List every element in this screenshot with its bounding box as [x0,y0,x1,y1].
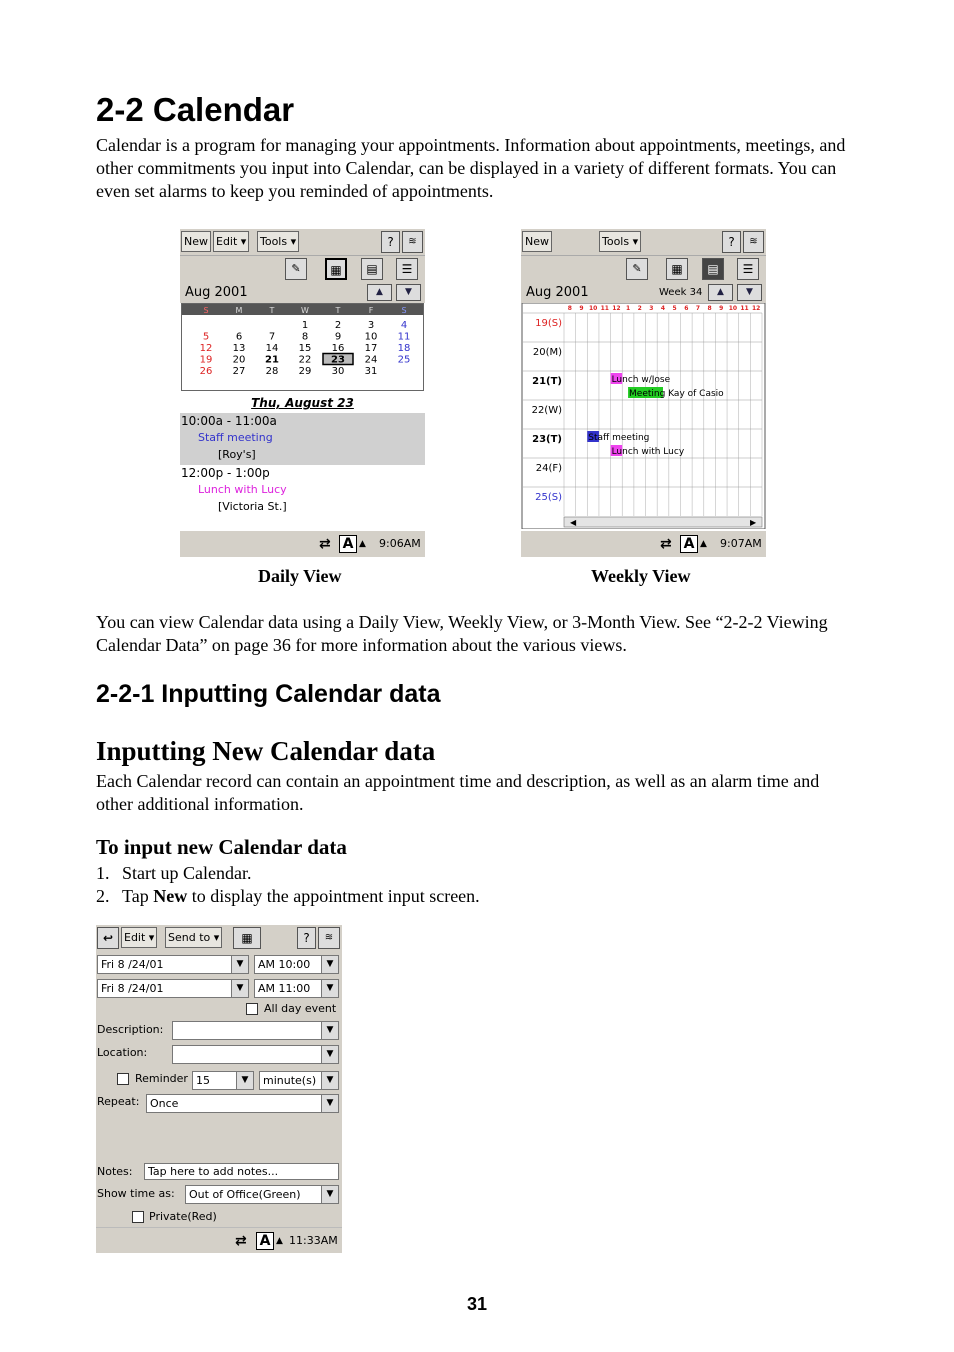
appointment-time: 10:00a - 11:00a [181,414,277,428]
hour-label: 11 [600,305,609,312]
day-label[interactable]: 21(T) [532,376,562,387]
chevron-down-icon: ▼ [321,1072,338,1089]
week-number: Week 34 [659,287,703,298]
hour-label: 11 [740,305,749,312]
daily-status-bar [180,531,425,557]
appointment-item[interactable] [180,465,425,517]
weekday-label: F [368,306,374,315]
chevron-down-icon: ▼ [321,1186,338,1203]
step-2-number: 2. [96,886,110,906]
start-date-value: Fri 8 /24/01 [101,958,164,971]
appointment-subject: Staff meeting [198,431,273,444]
page-title: 2-2 Calendar [96,91,295,128]
appointment-input-screenshot [96,925,342,1253]
send-to-label: Send to [168,931,211,944]
page-number: 31 [466,1294,488,1314]
reminder-checkbox[interactable] [117,1073,129,1085]
end-time-value: AM 11:00 [258,982,311,995]
hour-label: 12 [751,305,761,312]
appointment-time: 12:00p - 1:00p [181,466,270,480]
weekday-label: T [269,306,275,315]
show-time-select[interactable] [185,1185,339,1204]
step-1-number: 1. [96,863,110,883]
step-2-text-end: to display the appointment input screen. [187,886,480,906]
step-2-new-keyword: New [153,886,188,906]
views-paragraph: You can view Calendar data using a Daily View, Weekly View, or 3-Month View. See “2-2-2 Viewing Calendar Data” on page 36 for more information about the various views. [96,612,828,655]
calendar-day[interactable]: 15 [298,343,312,354]
month-calendar [181,303,424,391]
calendar-day[interactable]: 14 [265,343,279,354]
new-appointment-icon[interactable]: ✎ [285,258,307,280]
step-1 [96,862,251,885]
calendar-day[interactable]: 29 [298,366,312,377]
month-view-icon[interactable]: ☰ [396,258,418,280]
description-label: Description: [97,1023,164,1036]
tools-menu[interactable]: Tools ▾ [257,231,299,252]
calendar-day[interactable]: 12 [199,343,213,354]
step-1-text: Start up Calendar. [122,863,252,883]
prev-week-button[interactable]: ▲ [708,284,733,301]
calendar-day[interactable]: 27 [232,366,246,377]
scroll-right-icon[interactable]: ▶ [750,518,757,527]
weekly-help-button[interactable]: ? [722,231,741,253]
edit-menu-label: Edit [216,235,238,248]
daily-month-bar [180,282,425,303]
repeat-label: Repeat: [97,1095,140,1108]
daily-view-caption: Daily View [258,566,342,586]
all-day-checkbox[interactable] [246,1003,258,1015]
reminder-unit-value: minute(s) [263,1074,317,1087]
input-font-up-icon[interactable]: ▲ [276,1236,283,1246]
calendar-day[interactable]: 16 [331,343,345,354]
daily-day-title: Thu, August 23 [251,396,354,410]
reminder-amount-value: 15 [196,1074,210,1087]
show-time-value: Out of Office(Green) [189,1188,301,1201]
calendar-day[interactable]: 3 [367,320,375,331]
mini-calendar-grid[interactable] [182,304,423,390]
calendar-day[interactable]: 28 [265,366,279,377]
daily-view-toolbar [180,255,425,282]
weekly-tools-menu[interactable]: Tools ▾ [599,231,641,252]
calendar-day[interactable]: 6 [235,331,243,343]
intro-paragraph: Calendar is a program for managing your appointments. Information about appointments, meetings, and other commitments you input into Calendar, can be displayed in a variety of different formats. You can even set alarms to keep you reminded of appointments. [96,135,846,201]
input-status-bar [96,1227,342,1253]
wireless-icon[interactable]: ≋ [402,231,423,253]
event-label: Lunch with Lucy [611,447,685,457]
notes-field[interactable]: Tap here to add notes... [144,1163,339,1180]
chevron-down-icon: ▼ [321,1095,338,1112]
weekly-font-size-button[interactable]: A [680,535,698,553]
appointment-subject: Lunch with Lucy [198,483,287,496]
input-clock: 11:33AM [289,1234,338,1247]
hour-label: 8 [707,305,712,312]
font-up-icon[interactable]: ▲ [359,539,366,549]
hour-label: 8 [567,305,572,312]
calendar-day[interactable]: 30 [331,366,345,377]
daily-view-screenshot [180,229,425,557]
description-field[interactable] [172,1021,339,1040]
event-label: Meeting Kay of Casio [629,389,724,399]
calendar-day[interactable]: 11 [397,331,411,343]
hour-label: 2 [637,305,642,312]
end-date-select[interactable] [97,979,249,998]
calendar-day[interactable]: 23 [331,354,345,366]
calendar-day[interactable]: 13 [232,343,246,354]
hour-label: 9 [719,305,724,312]
weekly-input-method-icon[interactable]: ⇄ [660,536,672,552]
weekly-status-bar [521,531,766,557]
input-font-size-button[interactable]: A [256,1232,274,1250]
day-label[interactable]: 19(S) [535,318,562,329]
private-checkbox[interactable] [132,1211,144,1223]
calendar-day[interactable]: 8 [301,331,309,343]
prev-month-button[interactable]: ▲ [367,284,392,301]
input-edit-menu[interactable]: Edit ▾ [121,927,157,948]
input-edit-label: Edit [124,931,146,944]
weekday-label: S [401,306,407,315]
calendar-day[interactable]: 17 [364,343,378,354]
hour-label: 5 [672,305,677,312]
weekday-label: W [301,306,309,315]
reminder-unit-select[interactable] [259,1071,339,1090]
next-month-button[interactable]: ▼ [396,284,421,301]
calendar-day[interactable]: 26 [199,366,213,377]
input-help-button[interactable]: ? [297,927,316,949]
calendar-day[interactable]: 19 [199,354,213,366]
calendar-day[interactable]: 21 [265,354,279,366]
show-time-label: Show time as: [97,1187,175,1200]
ok-return-icon[interactable]: ↩ [97,927,119,949]
appointment-list [180,413,425,517]
step-2-text-start: Tap [122,886,154,906]
chevron-down-icon: ▼ [236,1072,253,1089]
weekly-new-button[interactable]: New [522,231,552,252]
section-heading: 2-2-1 Inputting Calendar data [96,680,441,708]
day-label[interactable]: 24(F) [535,463,562,474]
hour-label: 12 [612,305,621,312]
input-toolbar [96,925,342,951]
subsection-paragraph: Each Calendar record can contain an appointment time and description, as well as an alarm time and other additional information. [96,771,820,814]
chevron-down-icon: ▼ [321,956,338,973]
start-date-select[interactable] [97,955,249,974]
input-input-method-icon[interactable]: ⇄ [235,1233,247,1249]
chevron-down-icon: ▼ [321,1022,338,1039]
weekly-month-bar [521,282,766,303]
scroll-left-icon[interactable]: ◀ [570,518,577,527]
calendar-day[interactable]: 2 [334,320,342,331]
chevron-down-icon: ▼ [321,1046,338,1063]
calendar-day[interactable]: 31 [364,366,378,377]
week-grid[interactable] [521,303,766,529]
send-to-menu[interactable]: Send to ▾ [165,927,222,948]
input-method-icon[interactable]: ⇄ [319,536,331,552]
new-button[interactable]: New [181,231,211,252]
calendar-day[interactable]: 10 [364,331,378,343]
all-day-label: All day event [264,1002,337,1015]
step-2 [96,885,480,908]
day-label[interactable]: 23(T) [532,434,562,445]
reminder-amount-select[interactable] [192,1071,254,1090]
reminder-label: Reminder [135,1072,188,1085]
calendar-day[interactable]: 24 [364,354,378,366]
horizontal-scrollbar[interactable] [564,517,762,527]
weekday-label: S [203,306,209,315]
weekly-month-label: Aug 2001 [526,285,589,300]
location-field[interactable] [172,1045,339,1064]
weekly-top-toolbar [521,229,766,255]
calendar-day[interactable]: 25 [397,354,411,366]
chevron-down-icon: ▼ [231,956,248,973]
week-view-icon[interactable]: ▤ [361,258,383,280]
edit-menu[interactable]: Edit ▾ [213,231,249,252]
repeat-select[interactable] [146,1094,339,1113]
end-date-value: Fri 8 /24/01 [101,982,164,995]
end-time-select[interactable] [254,979,339,998]
day-view-icon[interactable]: ▦ [325,258,347,280]
calendar-day[interactable]: 18 [397,343,411,354]
hour-label: 10 [728,305,738,312]
day-label[interactable]: 20(M) [532,347,562,358]
weekly-wireless-icon[interactable]: ≋ [743,231,764,253]
calendar-day[interactable]: 9 [334,331,342,343]
procedure-heading: To input new Calendar data [96,835,347,859]
day-label[interactable]: 22(W) [531,405,562,416]
weekly-tools-label: Tools [602,235,630,248]
repeat-value: Once [150,1097,179,1110]
calendar-day[interactable]: 20 [232,354,246,366]
weekly-font-up-icon[interactable]: ▲ [700,539,707,549]
weekday-label: T [335,306,341,315]
hour-label: 7 [695,305,701,312]
private-label: Private(Red) [149,1210,217,1223]
calendar-day[interactable]: 5 [202,331,210,343]
weekday-label: M [235,306,243,315]
calendar-day[interactable]: 22 [298,354,312,366]
weekly-clock: 9:07AM [720,537,762,550]
appointment-location: [Victoria St.] [218,500,287,513]
input-wireless-icon[interactable]: ≋ [318,927,340,949]
input-form [96,951,342,1227]
chevron-down-icon: ▼ [231,980,248,997]
tools-menu-label: Tools [260,235,288,248]
start-time-select[interactable] [254,955,339,974]
calendar-day[interactable]: 7 [268,331,276,343]
weekly-view-toolbar [521,255,766,282]
hour-label: 6 [684,305,689,312]
weekly-new-appointment-icon[interactable]: ✎ [626,258,648,280]
notes-label: Notes: [97,1165,133,1178]
weekly-month-view-icon[interactable]: ☰ [737,258,759,280]
calendar-day[interactable]: 1 [301,320,309,331]
hour-label: 10 [588,305,598,312]
location-label: Location: [97,1046,148,1059]
weekly-day-view-icon[interactable]: ▦ [666,258,688,280]
calendar-day[interactable]: 4 [400,320,408,331]
daily-top-toolbar [180,229,425,255]
subsection-heading: Inputting New Calendar data [96,736,436,766]
hour-label: 1 [625,305,631,312]
appointment-item[interactable] [180,413,425,465]
chevron-down-icon: ▼ [321,980,338,997]
appointment-location: [Roy's] [218,448,256,461]
hour-label: 3 [649,305,654,312]
calendar-view-icon[interactable]: ▦ [233,927,261,949]
event-label: Staff meeting [588,433,650,443]
next-week-button[interactable]: ▼ [737,284,762,301]
help-button[interactable]: ? [381,231,400,253]
event-label: Lunch w/Jose [611,375,671,385]
font-size-button[interactable]: A [339,535,357,553]
weekly-view-caption: Weekly View [591,566,691,586]
weekly-week-view-icon[interactable]: ▤ [702,258,724,280]
daily-clock: 9:06AM [379,537,421,550]
start-time-value: AM 10:00 [258,958,311,971]
daily-month-label: Aug 2001 [185,285,248,300]
hour-label: 9 [579,305,584,312]
day-label[interactable]: 25(S) [535,492,562,503]
hour-label: 4 [660,305,666,312]
weekly-view-screenshot [521,229,766,557]
